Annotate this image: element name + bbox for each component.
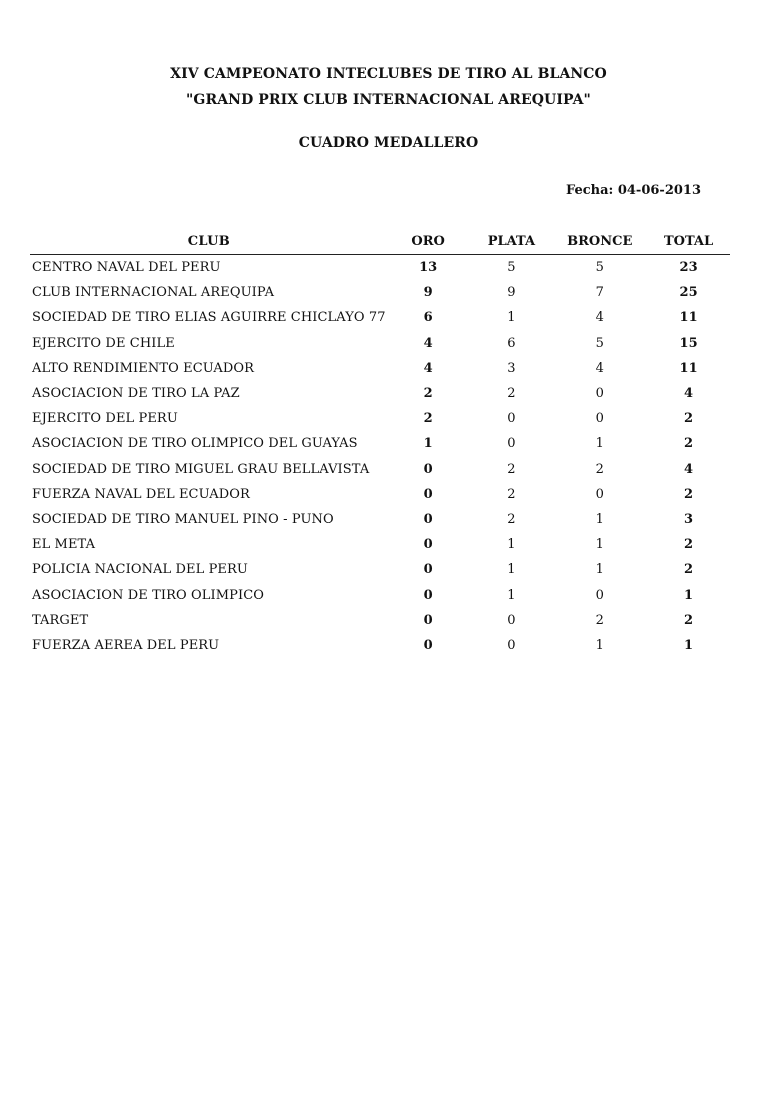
- cell-total: 11: [679, 360, 698, 376]
- cell-club: ASOCIACION DE TIRO OLIMPICO DEL GUAYAS: [32, 436, 358, 452]
- document-subtitle: "GRAND PRIX CLUB INTERNACIONAL AREQUIPA": [186, 92, 591, 108]
- cell-oro: 0: [423, 562, 433, 578]
- cell-oro: 0: [423, 612, 433, 628]
- cell-bronce: 1: [595, 637, 604, 653]
- cell-club: SOCIEDAD DE TIRO MANUEL PINO - PUNO: [32, 511, 334, 527]
- cell-plata: 1: [507, 562, 516, 578]
- table-row: [30, 356, 730, 381]
- cell-plata: 1: [507, 310, 516, 326]
- column-header-total: TOTAL: [647, 228, 730, 255]
- cell-total: 1: [684, 637, 694, 653]
- cell-club: TARGET: [32, 612, 89, 628]
- cell-total: 2: [684, 562, 694, 578]
- cell-bronce: 2: [595, 461, 604, 477]
- cell-club: POLICIA NACIONAL DEL PERU: [32, 562, 248, 578]
- cell-oro: 2: [423, 386, 433, 402]
- cell-club: CENTRO NAVAL DEL PERU: [32, 260, 221, 276]
- column-header-oro: ORO: [386, 228, 471, 255]
- cell-plata: 2: [507, 511, 516, 527]
- cell-total: 23: [679, 260, 698, 276]
- document-title: XIV CAMPEONATO INTECLUBES DE TIRO AL BLANCO: [170, 66, 607, 82]
- cell-plata: 6: [507, 335, 516, 351]
- cell-oro: 13: [419, 260, 438, 276]
- cell-oro: 0: [423, 486, 433, 502]
- cell-bronce: 0: [595, 486, 604, 502]
- cell-oro: 4: [423, 335, 433, 351]
- cell-total: 2: [684, 486, 694, 502]
- table-row: [30, 633, 730, 658]
- cell-club: FUERZA AEREA DEL PERU: [32, 637, 220, 653]
- cell-plata: 0: [507, 436, 516, 452]
- cell-total: 11: [679, 310, 698, 326]
- cell-total: 2: [684, 537, 694, 553]
- column-header-club: CLUB: [30, 228, 386, 255]
- table-row: [30, 457, 730, 482]
- cell-plata: 0: [507, 411, 516, 427]
- table-row: [30, 507, 730, 532]
- cell-oro: 9: [423, 285, 433, 301]
- cell-oro: 0: [423, 511, 433, 527]
- cell-bronce: 0: [595, 411, 604, 427]
- cell-club: FUERZA NAVAL DEL ECUADOR: [32, 486, 250, 502]
- cell-bronce: 0: [595, 587, 604, 603]
- cell-club: ALTO RENDIMIENTO ECUADOR: [32, 360, 255, 376]
- cell-oro: 4: [423, 360, 433, 376]
- cell-club: EJERCITO DE CHILE: [32, 335, 175, 351]
- cell-bronce: 5: [595, 260, 604, 276]
- cell-total: 25: [679, 285, 698, 301]
- cell-bronce: 1: [595, 436, 604, 452]
- table-body: [30, 255, 730, 659]
- table-row: [30, 482, 730, 507]
- table-row: [30, 557, 730, 582]
- cell-club: ASOCIACION DE TIRO LA PAZ: [32, 386, 240, 402]
- column-header-bronce: BRONCE: [552, 228, 647, 255]
- cell-oro: 0: [423, 637, 433, 653]
- cell-club: SOCIEDAD DE TIRO ELIAS AGUIRRE CHICLAYO 77: [32, 310, 386, 326]
- cell-plata: 2: [507, 386, 516, 402]
- cell-plata: 0: [507, 637, 516, 653]
- table-row: [30, 280, 730, 305]
- cell-plata: 2: [507, 486, 516, 502]
- table-row: [30, 608, 730, 633]
- cell-plata: 1: [507, 587, 516, 603]
- table-row: [30, 431, 730, 456]
- cell-bronce: 4: [595, 360, 604, 376]
- column-header-plata: PLATA: [471, 228, 553, 255]
- cell-total: 15: [679, 335, 698, 351]
- date-label: Fecha: 04-06-2013: [565, 183, 701, 198]
- cell-bronce: 5: [595, 335, 604, 351]
- cell-total: 2: [684, 612, 694, 628]
- table-row: [30, 582, 730, 607]
- cell-total: 2: [684, 411, 694, 427]
- table-row: [30, 406, 730, 431]
- cell-plata: 0: [507, 612, 516, 628]
- cell-bronce: 1: [595, 562, 604, 578]
- cell-oro: 1: [423, 436, 433, 452]
- cell-bronce: 0: [595, 386, 604, 402]
- cell-total: 3: [684, 511, 694, 527]
- cell-bronce: 7: [595, 285, 604, 301]
- cell-plata: 2: [507, 461, 516, 477]
- cell-bronce: 2: [595, 612, 604, 628]
- cell-total: 4: [684, 461, 694, 477]
- cell-club: SOCIEDAD DE TIRO MIGUEL GRAU BELLAVISTA: [32, 461, 370, 477]
- cell-oro: 6: [423, 310, 433, 326]
- cell-total: 2: [684, 436, 694, 452]
- cell-bronce: 1: [595, 537, 604, 553]
- cell-club: EL META: [32, 537, 96, 553]
- cell-total: 1: [684, 587, 694, 603]
- table-row: [30, 381, 730, 406]
- cell-bronce: 1: [595, 511, 604, 527]
- table-header-row: [30, 228, 730, 255]
- cell-oro: 2: [423, 411, 433, 427]
- cell-total: 4: [684, 386, 694, 402]
- table-row: [30, 305, 730, 330]
- cell-club: CLUB INTERNACIONAL AREQUIPA: [32, 285, 275, 301]
- table-row: [30, 331, 730, 356]
- cell-club: EJERCITO DEL PERU: [32, 411, 178, 427]
- cell-oro: 0: [423, 587, 433, 603]
- cell-plata: 5: [507, 260, 516, 276]
- table-row: [30, 532, 730, 557]
- cell-plata: 9: [507, 285, 516, 301]
- cell-bronce: 4: [595, 310, 604, 326]
- cell-club: ASOCIACION DE TIRO OLIMPICO: [32, 587, 265, 603]
- table-row: [30, 255, 730, 281]
- section-title: CUADRO MEDALLERO: [298, 135, 479, 151]
- cell-oro: 0: [423, 537, 433, 553]
- medal-table: [30, 228, 730, 658]
- cell-plata: 1: [507, 537, 516, 553]
- cell-oro: 0: [423, 461, 433, 477]
- cell-plata: 3: [507, 360, 516, 376]
